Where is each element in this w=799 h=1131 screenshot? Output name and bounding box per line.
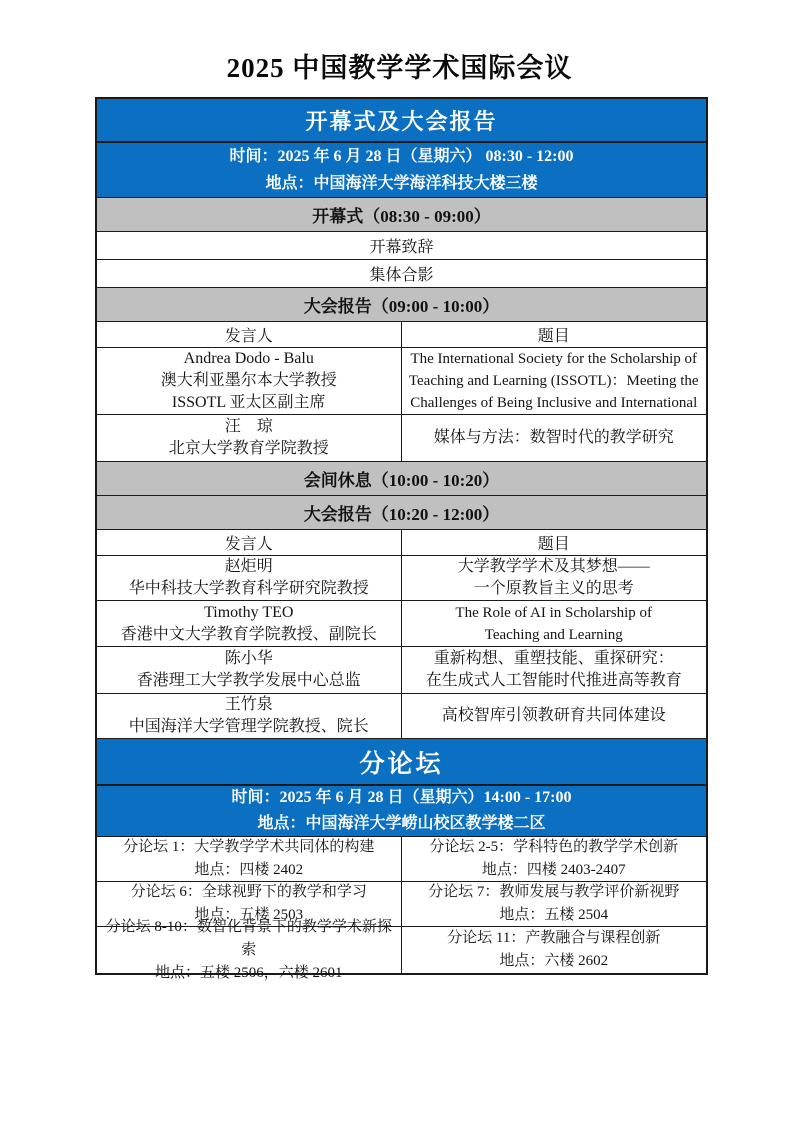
topic-line: 重新构想、重塑技能、重探研究： (433, 650, 674, 667)
topic-line: 媒体与方法：数智时代的教学研究 (433, 429, 674, 446)
speaker-affiliation: 澳大利亚墨尔本大学教授 (160, 372, 337, 389)
band-plenary1: 大会报告（09:00 - 10:00） (97, 287, 706, 321)
table-row (97, 347, 706, 414)
speaker-name: 王竹泉 (224, 696, 273, 713)
column-header-speaker: 发言人 (97, 322, 402, 347)
forum-name: 分论坛 6：全球视野下的教学和学习 (130, 884, 367, 900)
forum-location: 地点：五楼 2503 (194, 907, 304, 923)
table-row (97, 693, 706, 738)
topic-line: Challenges of Being Inclusive and International (410, 395, 698, 411)
topic-cell (402, 348, 707, 414)
forum-location: 地点：五楼 2506，六楼 2601 (154, 964, 343, 981)
speaker-cell (97, 556, 402, 600)
forum-name: 分论坛 2-5：学科特色的教学学术创新 (429, 839, 679, 855)
section-header-forums: 分论坛 (97, 738, 706, 784)
column-header-topic: 题目 (537, 328, 570, 345)
speaker-affiliation: 中国海洋大学管理学院教授、院长 (128, 718, 369, 735)
forums-time-location (97, 784, 706, 836)
speaker-cell (97, 694, 402, 738)
topic-line: Teaching and Learning (ISSOTL)：Meeting the (408, 373, 699, 389)
topic-line: 一个原教旨主义的思考 (473, 580, 634, 597)
column-header-speaker: 发言人 (97, 530, 402, 555)
opening-location: 地点：中国海洋大学海洋科技大楼三楼 (265, 175, 538, 192)
topic-line: 高校智库引领教研育共同体建设 (441, 707, 666, 724)
speaker-affiliation: 香港中文大学教育学院教授、副院长 (120, 625, 377, 643)
speaker-name: 陈小华 (224, 650, 273, 667)
ceremony-item-speech: 开幕致辞 (97, 231, 706, 259)
ceremony-item-photo: 集体合影 (97, 259, 706, 287)
speaker-cell (97, 601, 402, 646)
forum-name: 分论坛 11：产教融合与课程创新 (447, 930, 661, 946)
speaker-name: 汪 琼 (224, 418, 273, 435)
topic-cell (402, 647, 707, 693)
plenary1-column-header (97, 321, 706, 347)
speaker-affiliation: ISSOTL 亚太区副主席 (171, 394, 326, 411)
speaker-cell (97, 647, 402, 693)
speaker-cell (97, 415, 402, 461)
plenary2-column-header (97, 529, 706, 555)
forum-cell (402, 882, 707, 926)
band-plenary2: 大会报告（10:20 - 12:00） (97, 495, 706, 529)
topic-cell (402, 601, 707, 646)
forum-name: 分论坛 8-10：数智化背景下的教学学术新探索 (105, 918, 392, 958)
topic-line: 大学教学学术及其梦想—— (457, 558, 650, 575)
opening-time: 时间：2025 年 6 月 28 日（星期六） 08:30 - 12:00 (229, 148, 574, 165)
table-row (97, 414, 706, 461)
speaker-affiliation: 香港理工大学教学发展中心总监 (136, 672, 361, 689)
topic-cell (402, 556, 707, 600)
speaker-cell (97, 348, 402, 414)
column-header-topic: 题目 (537, 536, 570, 553)
band-ceremony: 开幕式（08:30 - 09:00） (97, 197, 706, 231)
topic-cell (402, 415, 707, 461)
table-row (97, 646, 706, 693)
topic-cell (402, 694, 707, 738)
speaker-affiliation: 华中科技大学教育科学研究院教授 (128, 580, 369, 597)
topic-line: Teaching and Learning (484, 626, 623, 643)
topic-line: The International Society for the Scholarship of (410, 351, 698, 367)
speaker-affiliation: 北京大学教育学院教授 (168, 440, 329, 457)
opening-time-location (97, 141, 706, 197)
forum-location: 地点：四楼 2403-2407 (481, 862, 626, 878)
speaker-name: Andrea Dodo - Balu (183, 350, 314, 367)
band-break: 会间休息（10:00 - 10:20） (97, 461, 706, 495)
forum-name: 分论坛 7：教师发展与教学评价新视野 (428, 884, 680, 900)
section-header-opening: 开幕式及大会报告 (97, 99, 706, 141)
program-table (95, 97, 708, 981)
table-row (97, 600, 706, 646)
forum-location: 地点：五楼 2504 (499, 907, 609, 923)
forum-cell (97, 918, 402, 981)
forums-time: 时间：2025 年 6 月 28 日（星期六）14:00 - 17:00 (231, 789, 572, 806)
topic-line: The Role of AI in Scholarship of (455, 604, 653, 621)
forum-row (97, 836, 706, 881)
forum-location: 地点：四楼 2402 (194, 862, 304, 878)
forum-location: 地点：六楼 2602 (499, 953, 609, 969)
speaker-name: 赵炬明 (224, 558, 273, 575)
forums-location: 地点：中国海洋大学崂山校区教学楼二区 (257, 815, 546, 832)
topic-line: 在生成式人工智能时代推进高等教育 (425, 672, 682, 689)
forum-name: 分论坛 1：大学教学学术共同体的构建 (123, 839, 375, 855)
table-row (97, 555, 706, 600)
forum-row (97, 918, 706, 981)
speaker-name: Timothy TEO (204, 603, 294, 621)
forum-cell (97, 837, 402, 881)
document-title: 2025 中国教学学术国际会议 (226, 53, 573, 83)
forum-cell (402, 837, 707, 881)
forum-cell (402, 927, 707, 973)
